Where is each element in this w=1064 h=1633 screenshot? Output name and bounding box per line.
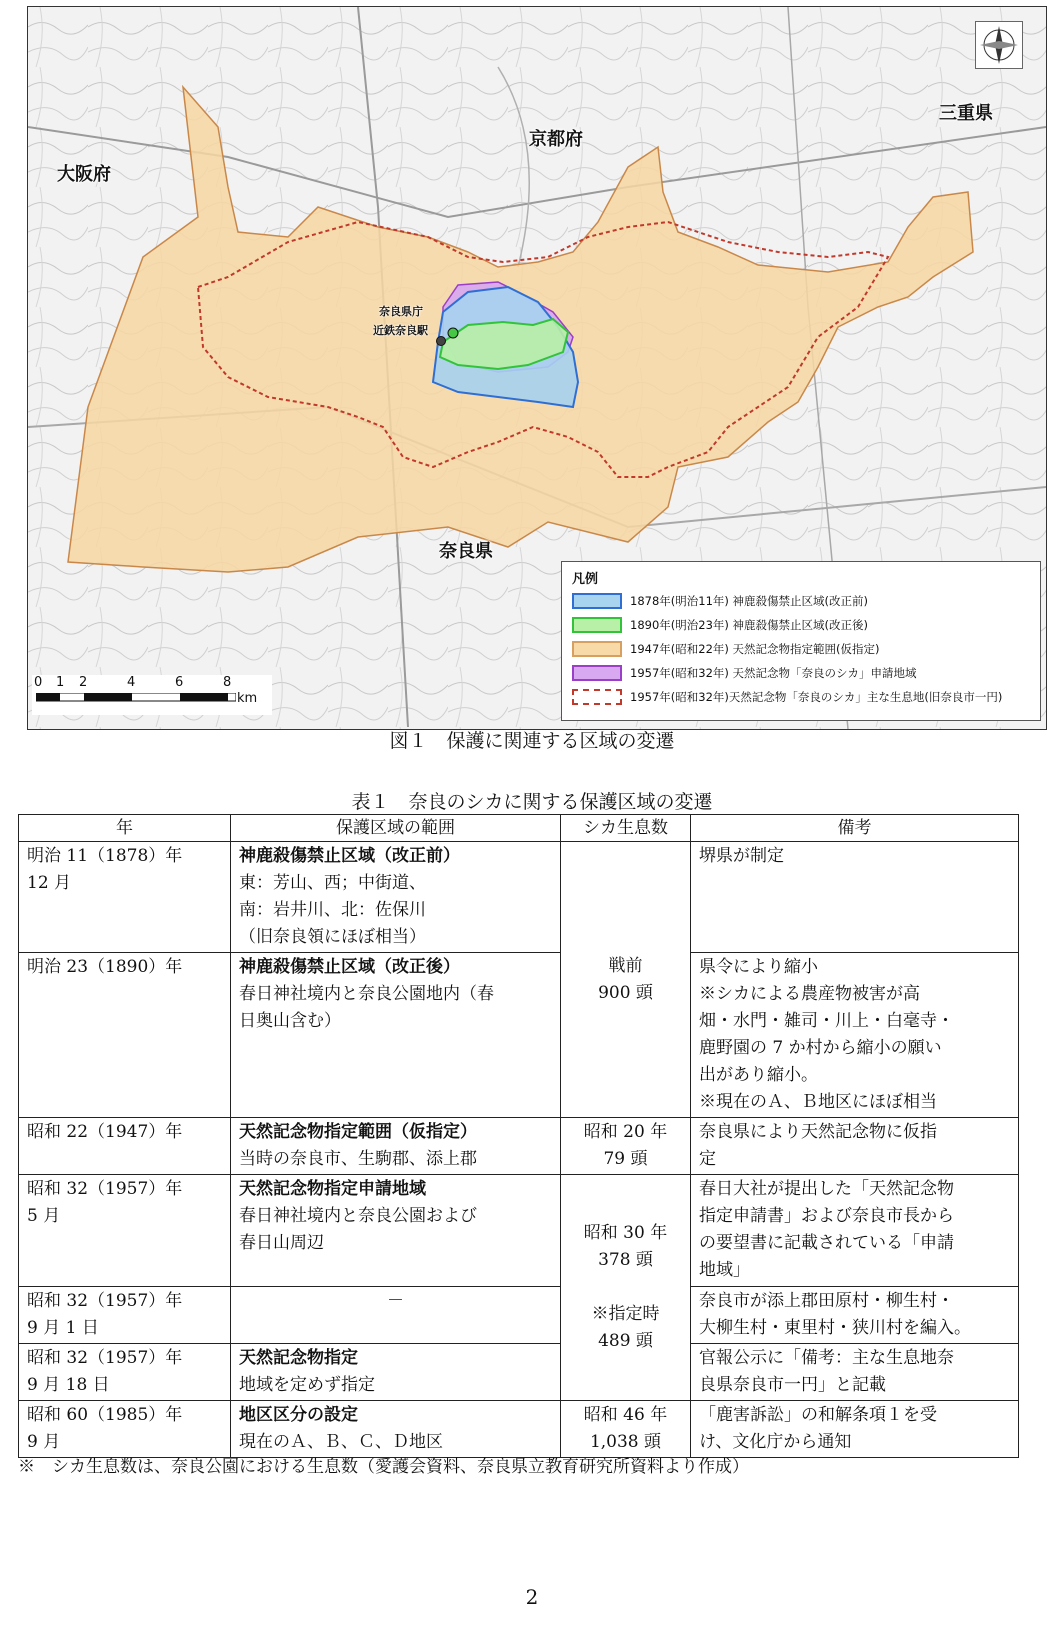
label-prefecture-office: 奈良県庁: [379, 305, 423, 318]
legend-label: 1957年(昭和32年)天然記念物「奈良のシカ」主な生息地(旧奈良市一円): [630, 690, 1003, 704]
legend-item-1878: [572, 590, 868, 612]
cell-area: [231, 1118, 561, 1175]
cell-area: [231, 1175, 561, 1287]
count-line: 489 頭: [598, 1331, 653, 1351]
cell-area: [231, 953, 561, 1118]
area-desc: 南：岩井川、北：佐保川: [239, 900, 426, 920]
table-row: [19, 1175, 1019, 1287]
legend-swatch: [572, 593, 622, 609]
area-desc: 春日山周辺: [239, 1233, 324, 1253]
count-line: 378 頭: [598, 1250, 653, 1270]
area-desc: （旧奈良領にほぼ相当）: [239, 927, 426, 947]
cell-year: [19, 953, 231, 1118]
legend-item-1957-habitat: [572, 686, 1002, 708]
note-line: 定: [699, 1149, 716, 1169]
table-caption: 表１ 奈良のシカに関する保護区域の変遷: [351, 791, 713, 813]
table-row: [19, 1287, 1019, 1344]
label-mie: 三重県: [939, 103, 993, 124]
protection-area-table: [18, 814, 1019, 1458]
cell-note: [691, 1401, 1019, 1458]
count-line: [569, 1274, 682, 1301]
cell-note: [691, 1287, 1019, 1344]
legend-label: 1890年(明治23年) 神鹿殺傷禁止区域(改正後): [630, 618, 868, 632]
note-line: 大柳生村・東里村・狭川村を編入。: [699, 1318, 971, 1338]
cell-year: [19, 1175, 231, 1287]
note-line: 地域」: [699, 1260, 750, 1280]
scale-bar: [32, 675, 272, 715]
scale-unit: km: [237, 691, 258, 706]
cell-note: [691, 842, 1019, 953]
year-line: 12 月: [27, 873, 72, 893]
count-line: 900 頭: [598, 982, 653, 1003]
scale-tick: 6: [175, 675, 184, 690]
kintetsu-station-point: [437, 337, 446, 346]
note-line: 「鹿害訴訟」の和解条項１を受: [699, 1405, 937, 1425]
note-line: 県令により縮小: [699, 957, 818, 977]
note-line: 鹿野園の 7 か村から縮小の願い: [699, 1038, 942, 1058]
scale-tick: 8: [223, 675, 232, 690]
year-line: 5 月: [27, 1206, 61, 1226]
area-title: 天然記念物指定範囲（仮指定）: [239, 1122, 477, 1142]
protection-area-map: [27, 6, 1047, 730]
table-row: [19, 1118, 1019, 1175]
cell-deer-count: [561, 1175, 691, 1401]
area-desc: 当時の奈良市、生駒郡、添上郡: [239, 1149, 477, 1169]
year-line: 9 月: [27, 1432, 61, 1452]
note-line: 奈良県により天然記念物に仮指: [699, 1122, 937, 1142]
scale-tick: 4: [127, 675, 136, 690]
area-desc: 地域を定めず指定: [239, 1375, 375, 1395]
header-deer-count: シカ生息数: [561, 815, 691, 842]
table-footnote: ※ シカ生息数は、奈良公園における生息数（愛護会資料、奈良県立教育研究所資料より作成）: [18, 1457, 749, 1477]
count-line: 昭和 30 年: [583, 1223, 668, 1243]
prefecture-office-point: [448, 328, 458, 338]
table-row: [19, 1401, 1019, 1458]
area-desc: 春日神社境内と奈良公園地内（春: [239, 984, 494, 1004]
table-header-row: [19, 815, 1019, 842]
count-line: 昭和 46 年: [583, 1405, 668, 1425]
cell-area: [231, 1401, 561, 1458]
count-line: 1,038 頭: [589, 1432, 662, 1452]
legend-title: 凡例: [572, 572, 599, 587]
year-line: 昭和 22（1947）年: [27, 1122, 183, 1142]
year-line: 昭和 32（1957）年: [27, 1291, 183, 1311]
cell-note: [691, 1175, 1019, 1287]
cell-deer-count: [561, 1401, 691, 1458]
compass-icon: [975, 21, 1023, 69]
cell-area: [231, 842, 561, 953]
year-line: 昭和 32（1957）年: [27, 1348, 183, 1368]
legend-item-1890: [572, 614, 868, 636]
header-notes: 備考: [691, 815, 1019, 842]
area-desc: 春日神社境内と奈良公園および: [239, 1206, 477, 1226]
label-kyoto: 京都府: [529, 129, 583, 150]
scale-tick: 0: [34, 675, 43, 690]
label-osaka: 大阪府: [57, 164, 111, 185]
legend-label: 1878年(明治11年) 神鹿殺傷禁止区域(改正前): [630, 594, 868, 608]
cell-year: [19, 1401, 231, 1458]
area-title: 神鹿殺傷禁止区域（改正前）: [239, 846, 460, 866]
scale-bar-graphic: [36, 693, 236, 703]
cell-note: [691, 1118, 1019, 1175]
year-line: 9 月 1 日: [27, 1318, 99, 1338]
year-line: 昭和 32（1957）年: [27, 1179, 183, 1199]
note-line: 春日大社が提出した「天然記念物: [699, 1179, 954, 1199]
map-legend: [561, 561, 1041, 721]
cell-note: [691, 953, 1019, 1118]
note-line: 堺県が制定: [699, 846, 784, 866]
note-line: 指定申請書」および奈良市長から: [699, 1206, 954, 1226]
count-line: 79 頭: [603, 1149, 648, 1169]
label-nara: 奈良県: [439, 541, 493, 562]
area-title: 天然記念物指定: [239, 1348, 358, 1368]
note-line: 出があり縮小。: [699, 1065, 818, 1085]
count-line: 昭和 20 年: [583, 1122, 668, 1142]
note-line: ※シカによる農産物被害が高: [699, 984, 920, 1004]
legend-swatch: [572, 665, 622, 681]
note-line: ※現在のＡ、Ｂ地区にほぼ相当: [699, 1092, 937, 1112]
figure-caption: 図１ 保護に関連する区域の変遷: [389, 730, 675, 752]
cell-year: [19, 1287, 231, 1344]
cell-year: [19, 1118, 231, 1175]
year-line: 9 月 18 日: [27, 1375, 110, 1395]
header-area: 保護区域の範囲: [231, 815, 561, 842]
year-line: 明治 11（1878）年: [27, 846, 183, 866]
header-year: 年: [19, 815, 231, 842]
cell-deer-count: [561, 842, 691, 1118]
note-line: 奈良市が添上郡田原村・柳生村・: [699, 1291, 954, 1311]
legend-swatch: [572, 617, 622, 633]
area-desc: 日奥山含む）: [239, 1011, 341, 1031]
area-title: 神鹿殺傷禁止区域（改正後）: [239, 957, 460, 977]
count-line: 戦前: [608, 955, 643, 976]
cell-year: [19, 1344, 231, 1401]
year-line: 明治 23（1890）年: [27, 957, 183, 977]
note-line: 官報公示に「備考：主な生息地奈: [699, 1348, 954, 1368]
cell-area: [231, 1344, 561, 1401]
note-line: け、文化庁から通知: [699, 1432, 852, 1452]
area-title: 地区区分の設定: [239, 1405, 358, 1425]
scale-tick: 2: [79, 675, 88, 690]
count-line: ※指定時: [591, 1304, 660, 1324]
note-line: 良県奈良市一円」と記載: [699, 1375, 886, 1395]
cell-area: [231, 1287, 561, 1344]
legend-label: 1957年(昭和32年) 天然記念物「奈良のシカ」申請地域: [630, 666, 917, 680]
legend-item-1947: [572, 638, 880, 660]
area-title: 天然記念物指定申請地域: [239, 1179, 426, 1199]
scale-tick: 1: [56, 675, 65, 690]
year-line: 昭和 60（1985）年: [27, 1405, 183, 1425]
legend-item-1957-application: [572, 662, 917, 684]
page-number: 2: [525, 1585, 539, 1609]
note-line: 畑・水門・雑司・川上・白毫寺・: [699, 1011, 954, 1031]
table-row: [19, 1344, 1019, 1401]
area-desc: 東：芳山、西；中街道、: [239, 873, 426, 893]
table-row: [19, 842, 1019, 953]
cell-year: [19, 842, 231, 953]
legend-swatch: [572, 641, 622, 657]
area-desc: －: [387, 1291, 404, 1311]
label-kintetsu-station: 近鉄奈良駅: [373, 324, 428, 337]
legend-swatch: [572, 689, 622, 705]
cell-note: [691, 1344, 1019, 1401]
note-line: の要望書に記載されている「申請: [699, 1233, 954, 1253]
area-desc: 現在のＡ、Ｂ、Ｃ、Ｄ地区: [239, 1432, 443, 1452]
legend-label: 1947年(昭和22年) 天然記念物指定範囲(仮指定): [630, 642, 880, 656]
table-row: [19, 953, 1019, 1118]
cell-deer-count: [561, 1118, 691, 1175]
